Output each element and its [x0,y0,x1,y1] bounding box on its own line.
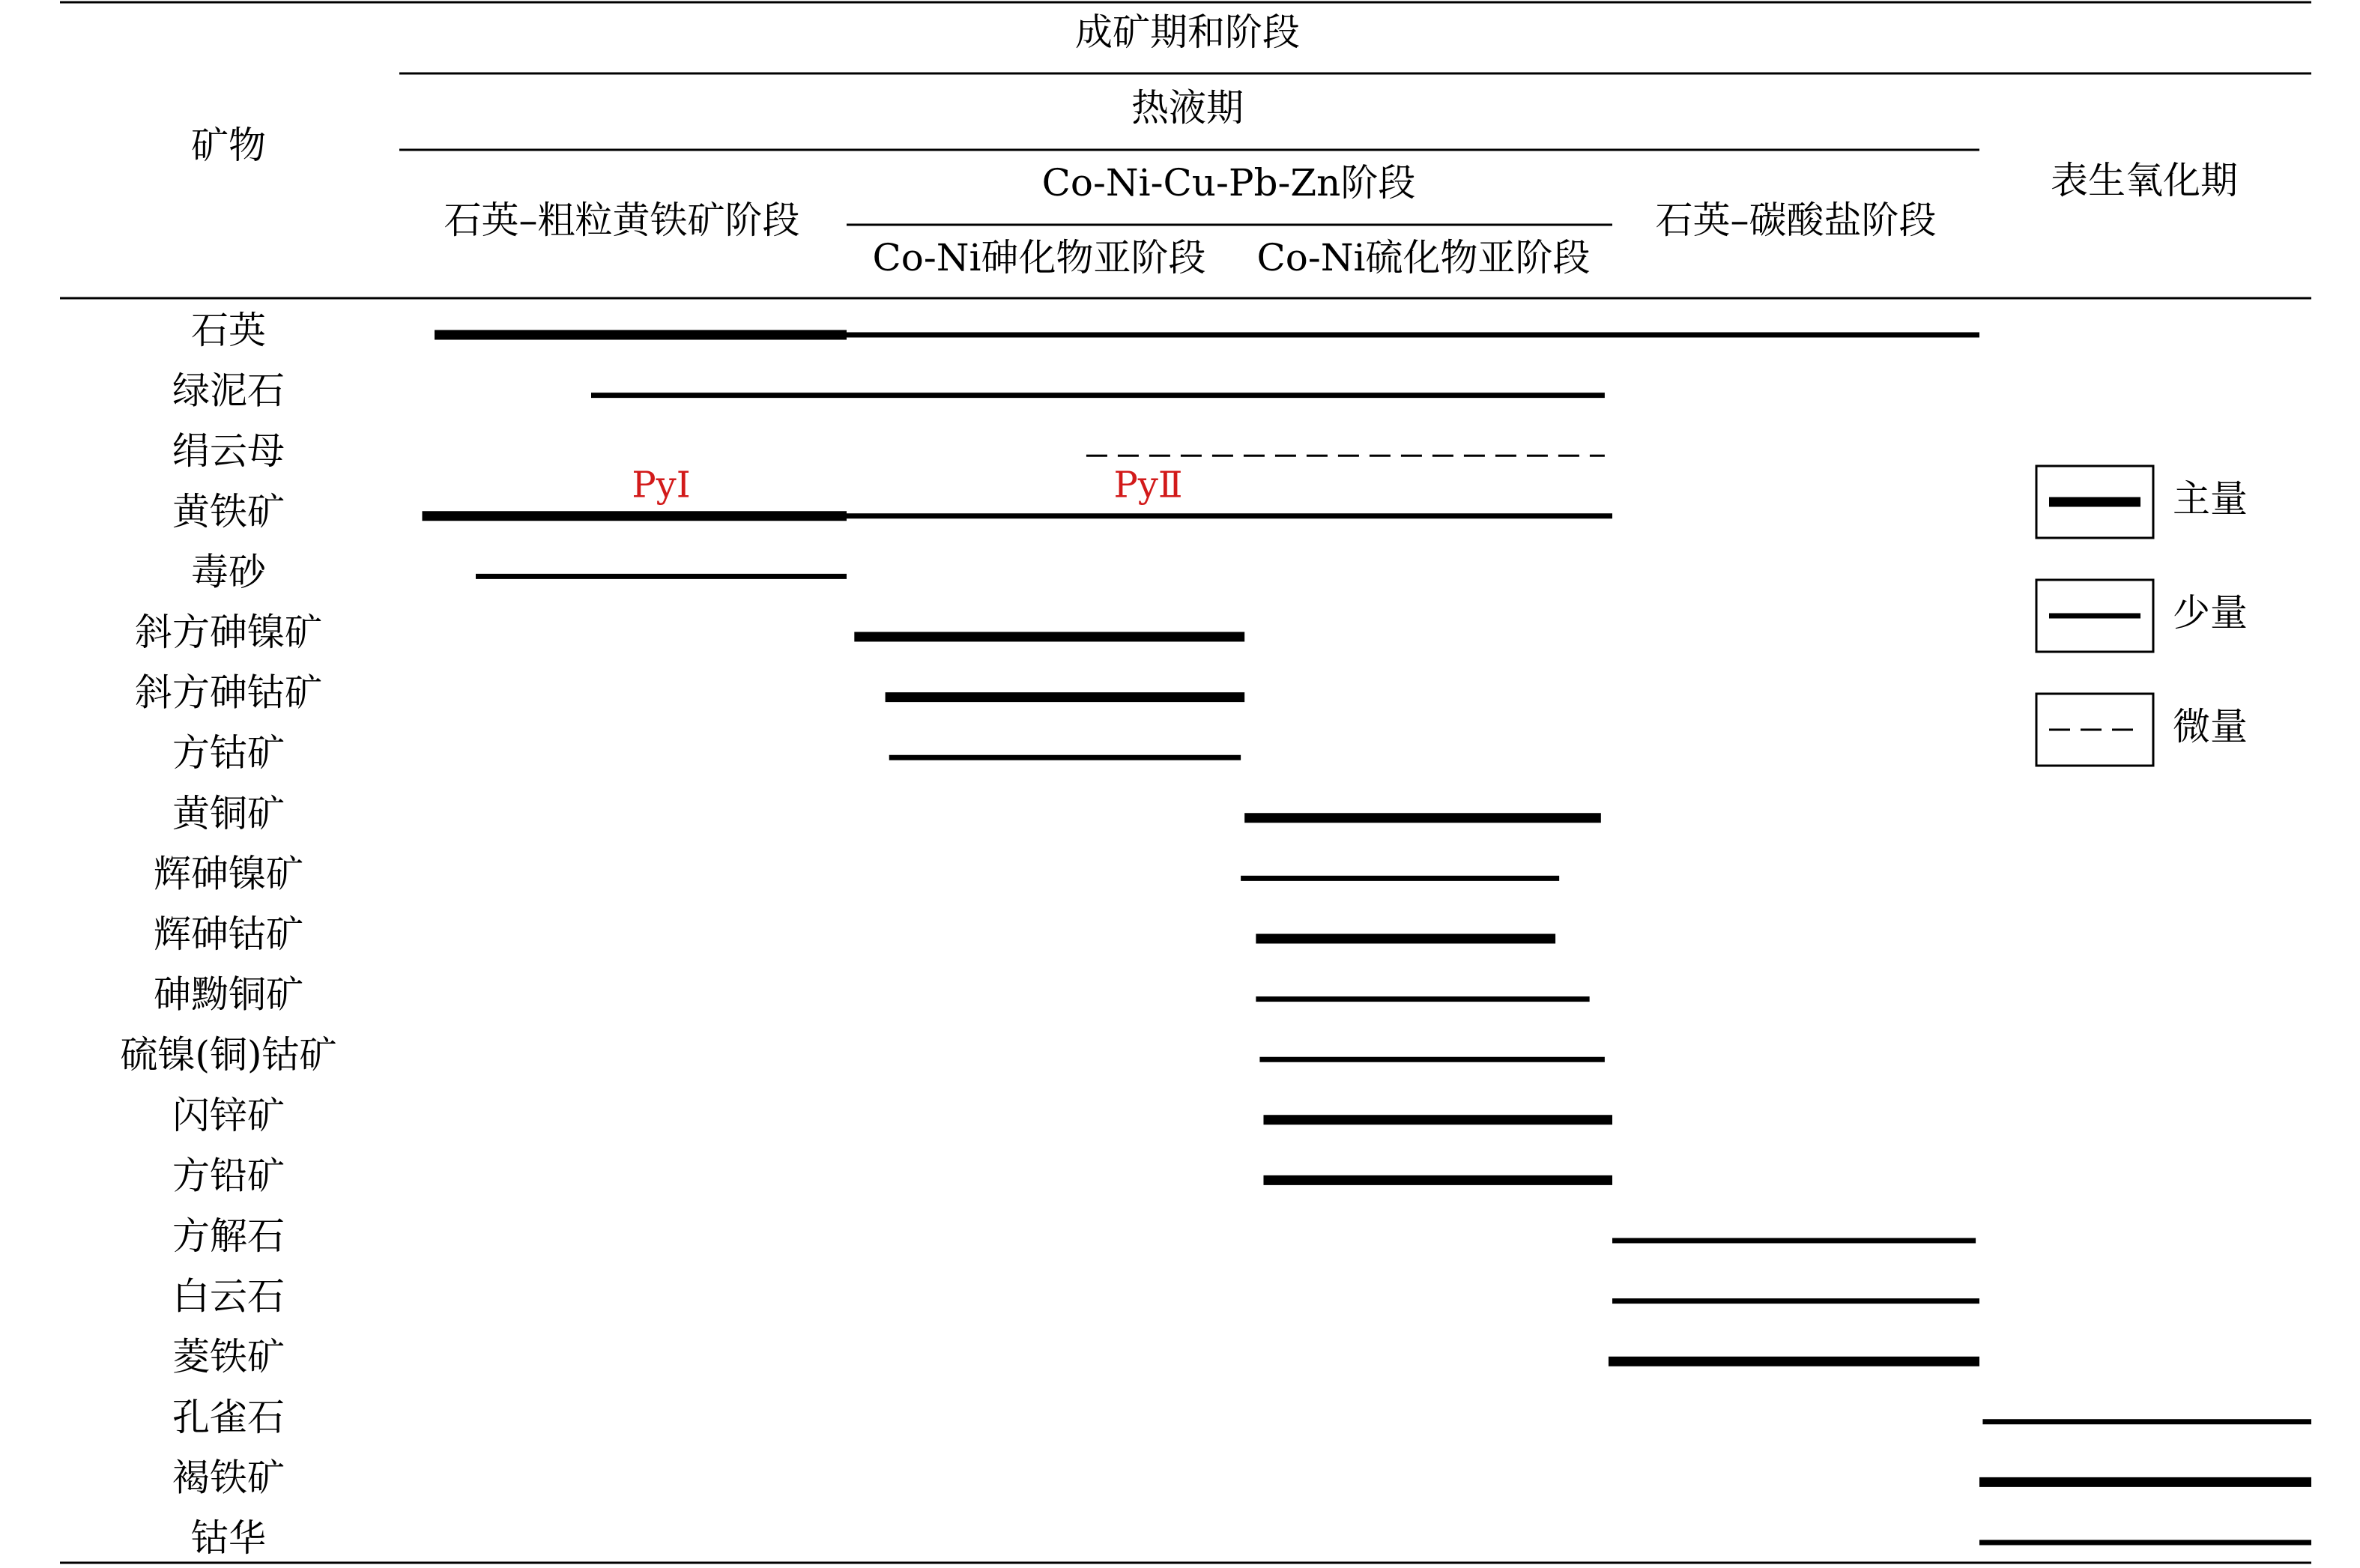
mineral-row [172,731,1241,775]
mineral-name: 绿泥石 [172,369,285,413]
mineral-row [172,792,1601,835]
pyrite-generation-label: PyⅡ [1113,464,1183,506]
mineral-row [154,912,1555,956]
mineral-name: 绢云母 [172,429,285,473]
mineral-name: 方铅矿 [172,1154,285,1198]
mineral-rows [120,309,2311,1560]
mineral-row [172,1154,1612,1197]
mineral-name: 褐铁矿 [172,1456,285,1500]
mineral-name: 斜方砷镍矿 [135,611,322,654]
pyrite-generation-labels [632,464,1182,506]
mineral-row [172,1094,1612,1137]
mineral-row [191,550,847,593]
legend-label: 主量 [2173,477,2248,521]
legend-label: 微量 [2173,705,2248,748]
supergene-period-header: 表生氧化期 [2051,159,2238,202]
mineral-row [172,1214,1976,1258]
mineral-row [172,1396,2311,1439]
mineral-name: 闪锌矿 [172,1093,285,1137]
mineral-row [172,429,1605,473]
sulfide-substage-header: Co-Ni硫化物亚阶段 [1256,236,1591,279]
mineral-name: 方解石 [172,1214,285,1258]
mineral-name: 辉砷镍矿 [154,852,303,896]
mineral-row [154,852,1559,895]
mineral-row [172,490,1612,533]
coni-stage-header: Co-Ni-Cu-Pb-Zn阶段 [1041,161,1416,205]
mineral-name: 孔雀石 [172,1395,285,1439]
mineral-name: 砷黝铜矿 [154,972,303,1017]
mineral-row [191,309,1979,352]
mineral-name: 白云石 [172,1274,285,1319]
mineral-row [172,1456,2311,1499]
legend-item [2036,694,2248,766]
mineral-column-header: 矿物 [191,124,266,167]
legend [2036,466,2248,766]
mineral-row [135,671,1244,715]
mineral-name: 毒砂 [191,550,266,594]
mineral-row [172,369,1605,413]
arsenide-substage-header: Co-Ni砷化物亚阶段 [872,236,1206,279]
mineral-name: 黄铁矿 [172,489,285,533]
legend-item [2036,580,2248,652]
mineral-row [172,1335,1979,1378]
mineral-name: 斜方砷钴矿 [135,671,322,715]
period-group-header: 成矿期和阶段 [1075,10,1300,54]
mineral-name: 钴华 [191,1516,266,1560]
mineral-row [191,1516,2311,1560]
pyrite-generation-label: PyⅠ [632,464,691,506]
mineral-name: 石英 [191,309,266,352]
quartz-carbonate-stage-header: 石英–碳酸盐阶段 [1655,199,1937,242]
mineral-name: 硫镍(铜)钴矿 [120,1033,337,1077]
mineral-row [120,1033,1604,1077]
mineral-row [172,1275,1979,1319]
mineral-name: 方钴矿 [172,731,285,775]
mineral-row [135,611,1244,654]
quartz-pyrite-stage-header: 石英–粗粒黄铁矿阶段 [444,199,800,242]
table-header [191,10,2238,279]
mineral-name: 菱铁矿 [172,1335,285,1379]
mineral-row [154,973,1590,1017]
mineral-name: 辉砷钴矿 [154,912,303,956]
legend-label: 少量 [2173,591,2248,635]
legend-item [2036,466,2248,538]
hydrothermal-period-header: 热液期 [1131,86,1244,130]
mineral-name: 黄铜矿 [172,791,285,835]
